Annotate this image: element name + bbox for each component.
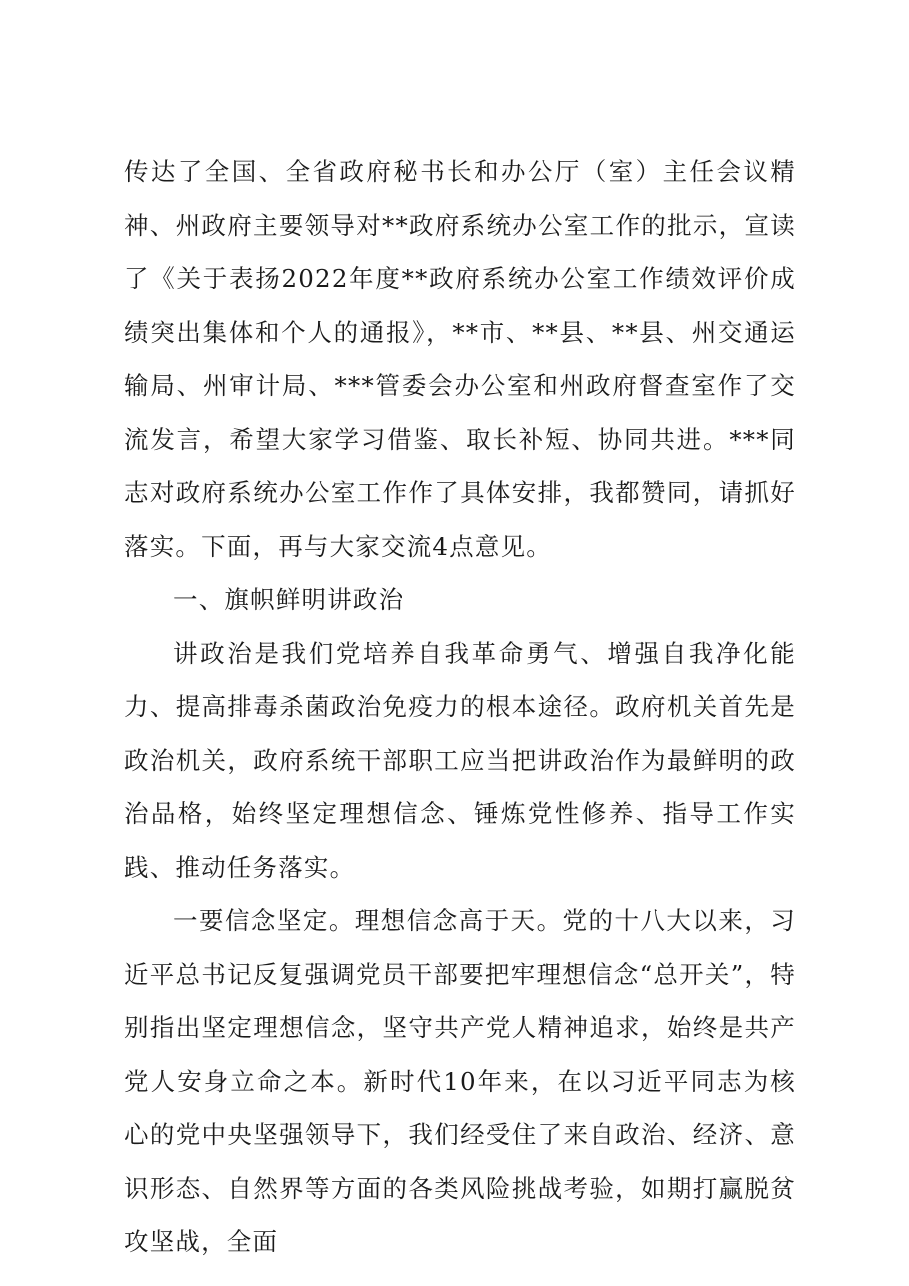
document-body xyxy=(124,145,796,1269)
paragraph-politics: 讲政治是我们党培养自我革命勇气、增强自我净化能力、提高排毒杀菌政治免疫力的根本途径。政府机关首先是政治机关，政府系统干部职工应当把讲政治作为最鲜明的政治品格，始终坚定理想信念、锤炼党性修养、指导工作实践、推动任务落实。 xyxy=(124,638,796,882)
paragraph-continuation: 传达了全国、全省政府秘书长和办公厅（室）主任会议精神、州政府主要领导对**政府系统办公室工作的批示，宣读了《关于表扬2022年度**政府系统办公室工作绩效评价成绩突出集体和个人的通报》，**市、**县、**县、州交通运输局、州审计局、***管委会办公室和州政府督查室作了交流发言，希望大家学习借鉴、取长补短、协同共进。***同志对政府系统办公室工作作了具体安排，我都赞同，请抓好落实。下面，再与大家交流4点意见。 xyxy=(124,157,796,561)
paragraph-belief: 一要信念坚定。理想信念高于天。党的十八大以来，习近平总书记反复强调党员干部要把牢理想信念“总开关”，特别指出坚定理想信念，坚守共产党人精神追求，始终是共产党人安身立命之本。新时代10年来，在以习近平同志为核心的党中央坚强领导下，我们经受住了来自政治、经济、意识形态、自然界等方面的各类风险挑战考验，如期打赢脱贫攻坚战，全面 xyxy=(124,906,796,1256)
section-heading: 一、旗帜鲜明讲政治 xyxy=(173,585,405,614)
